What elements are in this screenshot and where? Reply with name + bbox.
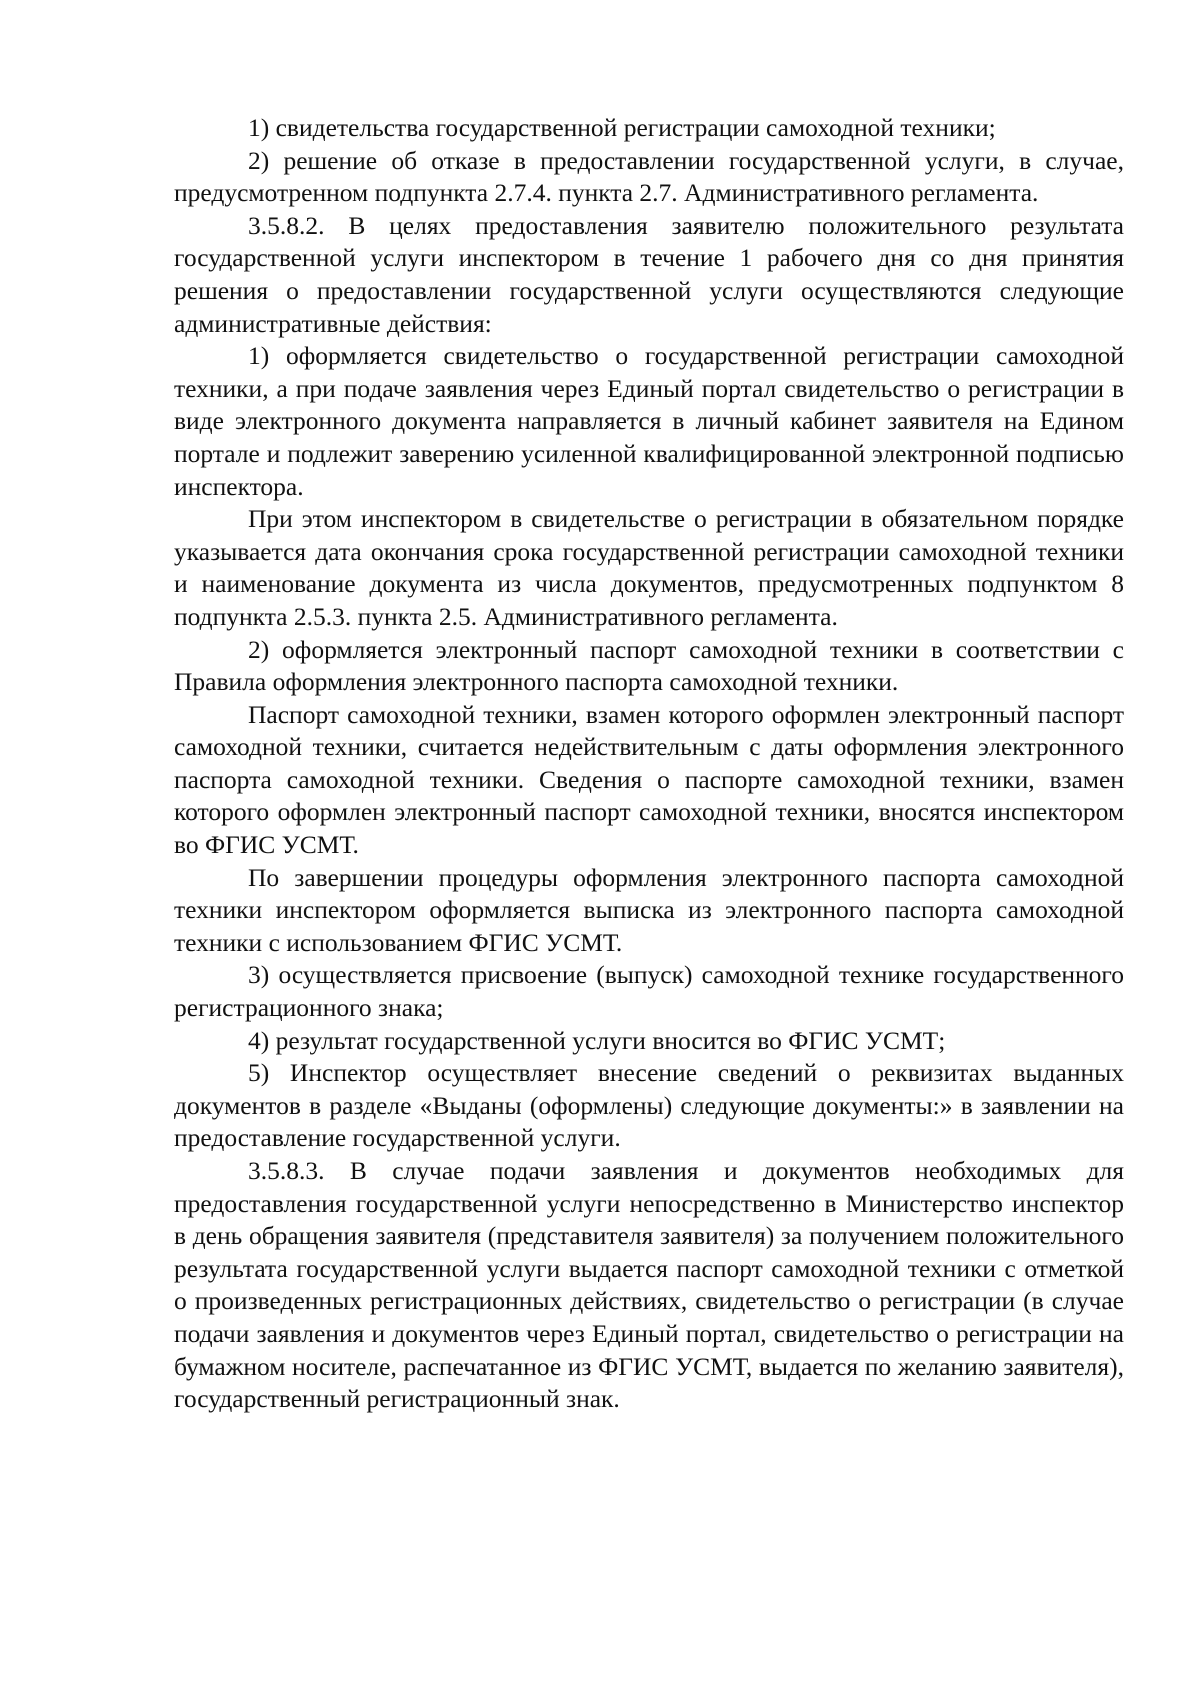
paragraph-action-4-fgis: 4) результат государственной услуги вносится во ФГИС УСМТ; bbox=[248, 1025, 946, 1055]
paragraph-item-1-certificate: 1) свидетельства государственной регистрации самоходной техники; bbox=[248, 113, 996, 142]
paragraph-action-5-requisites: 5) Инспектор осуществляет внесение сведений о реквизитах выданных документов в разделе «Выданы (оформлены) следующие документы:» в заявлении на предоставление государственной услуги. bbox=[174, 1058, 1124, 1153]
paragraph-3-5-8-2: 3.5.8.2. В целях предоставления заявителю положительного результата государственной услуги инспектором в течение 1 рабочего дня со дня принятия решения о предоставлении государственной услуги осуществляются следующие административные действия: bbox=[174, 210, 1124, 338]
paragraph-action-2-epassport: 2) оформляется электронный паспорт самоходной техники в соответствии с Правила оформления электронного паспорта самоходной техники. bbox=[174, 634, 1124, 697]
paragraph-action-1-certificate: 1) оформляется свидетельство о государственной регистрации самоходной техники, а при подаче заявления через Единый портал свидетельство о регистрации в виде электронного документа направляется в личный кабинет заявителя на Едином портале и подлежит заверению усиленной квалифицированной электронной подписью инспектора. bbox=[174, 341, 1124, 501]
paragraph-extract: По завершении процедуры оформления электронного паспорта самоходной техники инспектором оформляется выписка из электронного паспорта самоходной техники с использованием ФГИС УСМТ. bbox=[174, 862, 1124, 957]
paragraph-passport-invalid: Паспорт самоходной техники, взамен которого оформлен электронный паспорт самоходной техники, считается недействительным с даты оформления электронного паспорта самоходной техники. Сведения о паспорте самоходной техники, взамен которого оформлен электронный паспорт самоходной техники, вносятся инспектором во ФГИС УСМТ. bbox=[174, 699, 1124, 860]
paragraph-action-3-plate: 3) осуществляется присвоение (выпуск) самоходной технике государственного регистрационного знака; bbox=[174, 960, 1124, 1023]
paragraph-expiry-date: При этом инспектором в свидетельстве о регистрации в обязательном порядке указывается дата окончания срока государственной регистрации самоходной техники и наименование документа из числа документов, предусмотренных подпунктом 8 подпункта 2.5.3. пункта 2.5. Административного регламента. bbox=[174, 504, 1124, 631]
paragraph-item-2-refusal: 2) решение об отказе в предоставлении государственной услуги, в случае, предусмотренном подпункта 2.7.4. пункта 2.7. Административного регламента. bbox=[174, 145, 1124, 208]
paragraph-3-5-8-3: 3.5.8.3. В случае подачи заявления и документов необходимых для предоставления государственной услуги непосредственно в Министерство инспектор в день обращения заявителя (представителя заявителя) за получением положительного результата государственной услуги выдается паспорт самоходной техники с отметкой о произведенных регистрационных действиях, свидетельство о регистрации (в случае подачи заявления и документов через Единый портал, свидетельство о регистрации на бумажном носителе, распечатанное из ФГИС УСМТ, выдается по желанию заявителя), государственный регистрационный знак. bbox=[174, 1156, 1124, 1414]
document-page bbox=[174, 112, 1124, 1416]
